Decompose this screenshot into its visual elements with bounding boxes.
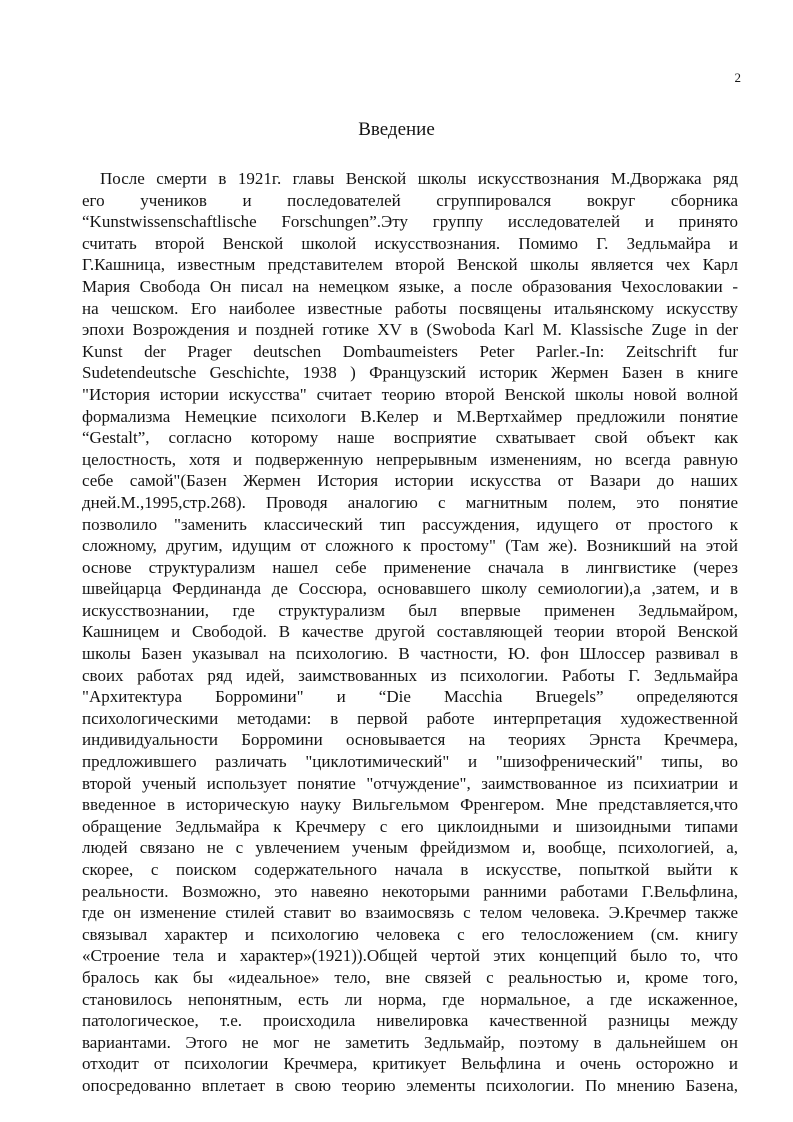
- text-line: "Архитектура Борромини" и “Die Macchia Bruegels” определяются: [82, 687, 738, 707]
- text-line: патологическое, т.е. происходила нивелировка качественной разницы между: [82, 1011, 738, 1031]
- text-line: После смерти в 1921г. главы Венской школы искусствознания М.Дворжака ряд: [100, 169, 738, 188]
- text-line: Мария Свобода Он писал на немецком языке, а после образования Чехословакии -: [82, 276, 738, 296]
- text-line: “Gestalt”, согласно которому наше восприятие схватывает свой объект как: [82, 428, 738, 448]
- text-line: вариантами. Этого не мог не заметить Зедльмайр, поэтому в дальнейшем он: [82, 1032, 738, 1052]
- page-title: Введение: [358, 119, 435, 140]
- text-line: Кашницем и Свободой. В качестве другой составляющей теории второй Венской: [82, 622, 738, 642]
- text-line: где он изменение стилей ставит во взаимосвязь с телом человека. Э.Кречмер также: [82, 903, 738, 923]
- text-line: сложному, другим, идущим от сложного к простому" (Там же). Возникший на этой: [82, 536, 738, 556]
- text-line: введенное в историческую науку Вильгельмом Френгером. Мне представляется,что: [82, 795, 738, 815]
- text-line: второй ученый использует понятие "отчуждение", заимствованное из психиатрии и: [82, 773, 738, 793]
- text-line: “Kunstwissenschaftlische Forschungen”.Эту группу исследователей и принято: [82, 212, 738, 232]
- text-line: своих работах ряд идей, заимствованных из психологии. Работы Г. Зедльмайра: [82, 665, 738, 685]
- text-line: эпохи Возрождения и поздней готике XV в (Swoboda Karl M. Klassische Zuge in der: [82, 320, 738, 340]
- page-number: 2: [734, 70, 741, 85]
- text-line: скорее, с поиском содержательного начала в искусстве, попыткой выйти к: [82, 860, 738, 879]
- text-line: считать второй Венской школой искусствознания. Помимо Г. Зедльмайра и: [82, 233, 738, 253]
- text-line: предложившего различать "циклотимический" и "шизофренический" типы, во: [82, 752, 738, 772]
- text-line: на чешском. Его наиболее известные работы посвящены итальянскому искусству: [82, 298, 738, 318]
- text-line: отходит от психологии Кречмера, критикует Вельфлина и очень осторожно и: [82, 1054, 738, 1074]
- text-line: реальности. Возможно, это навеяно некоторыми ранними работами Г.Вельфлина,: [82, 881, 738, 901]
- text-line: целостность, хотя и подверженную непрерывным изменениям, но всегда равную: [82, 449, 738, 469]
- text-line: искусствознании, где структурализм был впервые применен Зедльмайром,: [82, 600, 738, 620]
- text-line: становилось непонятным, есть ли норма, где нормальное, а где искаженное,: [82, 989, 738, 1009]
- text-line: себе самой"(Базен Жермен История истории искусства от Вазари до наших: [82, 471, 738, 491]
- body-text: [82, 168, 738, 1097]
- text-line: позволило "заменить классический тип рассуждения, идущего от простого к: [82, 514, 738, 534]
- text-line: Г.Кашница, известным представителем второй Венской школы является чех Карл: [82, 255, 738, 275]
- text-line: связывал характер и психологию человека с его телосложением (см. книгу: [82, 924, 738, 944]
- text-line: Sudetendeutsche Geschichte, 1938 ) Французский историк Жермен Базен в книге: [82, 363, 738, 383]
- text-line: дней.М.,1995,стр.268). Проводя аналогию с магнитным полем, это понятие: [82, 492, 738, 512]
- text-line: опосредованно вплетает в свою теорию элементы психологии. По мнению Базена,: [82, 1075, 738, 1095]
- text-line: «Строение тела и характер»(1921)).Общей чертой этих концепций было то, что: [82, 946, 738, 966]
- text-line: "История истории искусства" считает теорию второй Венской школы новой волной: [82, 384, 738, 404]
- text-line: школы Базен указывал на психологию. В частности, Ю. фон Шлоссер развивал в: [82, 644, 738, 664]
- text-line: людей связано не с увлечением ученым фрейдизмом и, вообще, психологией, а,: [82, 838, 738, 858]
- text-line: психологическими методами: в первой работе интерпретация художественной: [82, 708, 738, 728]
- text-line: основе структурализм нашел себе применение сначала в лингвистике (через: [82, 557, 738, 577]
- text-line: индивидуальности Борромини основывается на теориях Эрнста Кречмера,: [82, 730, 738, 750]
- text-line: бралось как бы «идеальное» тело, вне связей с реальностью и, кроме того,: [82, 967, 738, 987]
- text-line: Kunst der Prager deutschen Dombaumeisters Peter Parler.-In: Zeitschrift fur: [82, 341, 738, 361]
- text-line: его учеников и последователей сгруппировался вокруг сборника: [82, 190, 738, 210]
- text-line: формализма Немецкие психологи В.Келер и М.Вертхаймер предложили понятие: [82, 406, 738, 426]
- text-line: обращение Зедльмайра к Кречмеру с его циклоидными и шизоидными типами: [82, 816, 738, 836]
- text-line: швейцарца Фердинанда де Соссюра, основавшего школу семиологии),а ,затем, и в: [82, 579, 738, 599]
